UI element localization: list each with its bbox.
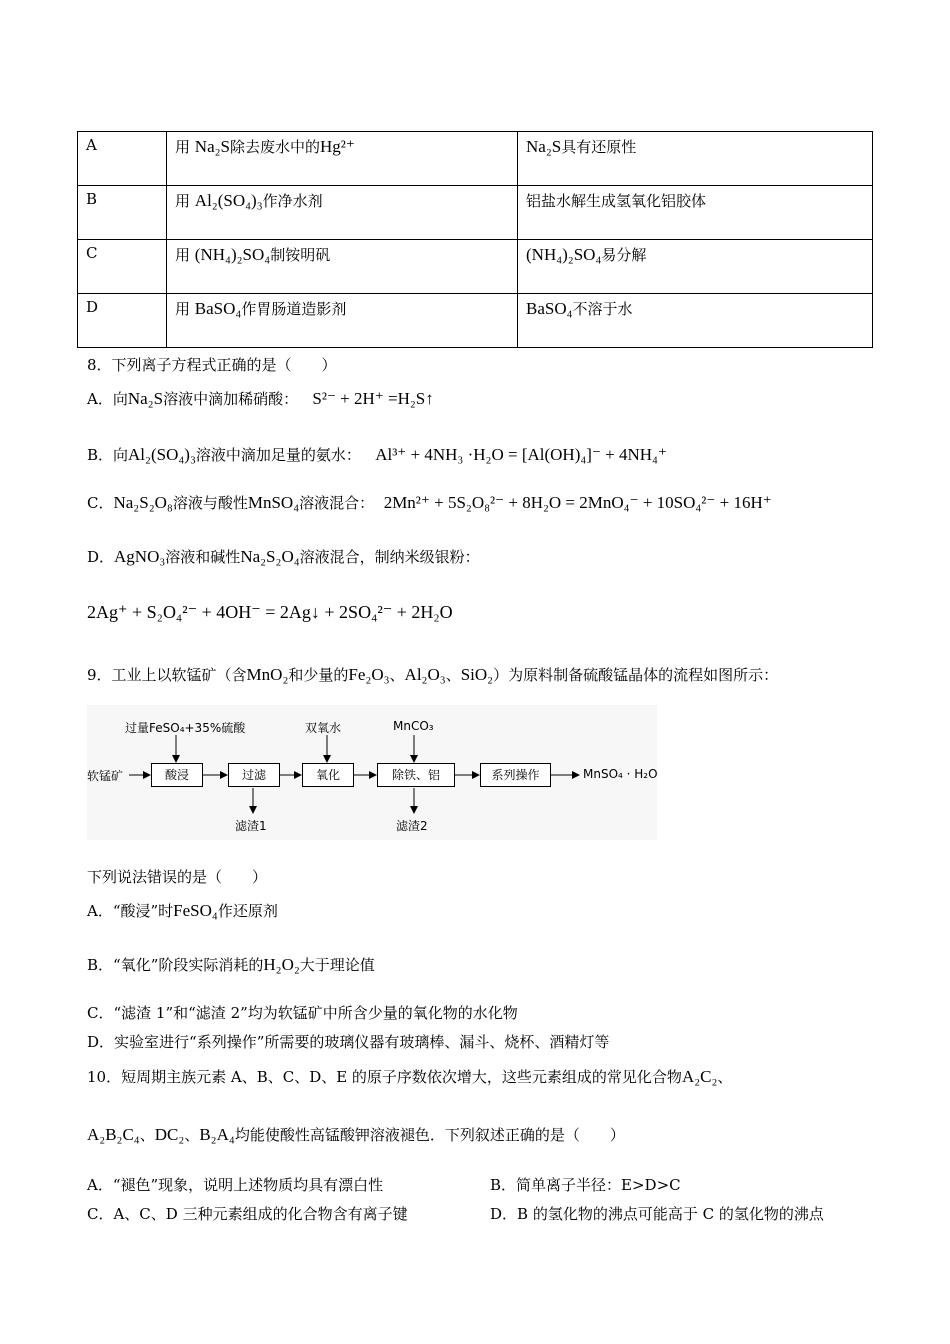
- table-row: [78, 132, 873, 186]
- usage-cell: 用 (NH₄)₂SO₄制铵明矾: [167, 240, 518, 294]
- q10-option-b: B．简单离子半径：E>D>C: [490, 1176, 681, 1194]
- flow-out-2: 滤渣2: [396, 819, 428, 833]
- q9-sub-stem: 下列说法错误的是（ ）: [87, 868, 268, 886]
- q10-stem-line2: A₂B₂C₄、DC₂、B₂A₄均能使酸性高锰酸钾溶液褪色．下列叙述正确的是（ ）: [87, 1125, 625, 1144]
- q8-option-d-equation: 2Ag⁺ + S₂O₄²⁻ + 4OH⁻ = 2Ag↓ + 2SO₄²⁻ + 2H₂O: [87, 602, 453, 622]
- q8-option-d: D．AgNO₃溶液和碱性Na₂S₂O₄溶液混合，制纳米级银粉：: [87, 547, 480, 566]
- flow-start: 软锰矿: [87, 769, 124, 783]
- q8-stem: 8．下列离子方程式正确的是（ ）: [87, 356, 337, 374]
- row-label: B: [78, 186, 167, 240]
- table-row: [78, 240, 873, 294]
- q9-option-c: C．“滤渣 1”和“滤渣 2”均为软锰矿中所含少量的氧化物的水化物: [87, 1004, 518, 1022]
- flow-step-remove-fe-al: 除铁、铝: [377, 763, 455, 787]
- reason-cell: BaSO₄不溶于水: [518, 294, 873, 348]
- reason-cell: 铝盐水解生成氢氧化铝胶体: [518, 186, 873, 240]
- flow-add-3: MnCO₃: [393, 719, 434, 733]
- q10-stem-line1: 10．短周期主族元素 A、B、C、D、E 的原子序数依次增大，这些元素组成的常见化合物A₂C₂、: [87, 1067, 733, 1086]
- flow-step-filter: 过滤: [228, 763, 280, 787]
- row-label: A: [78, 132, 167, 186]
- reason-cell: Na₂S具有还原性: [518, 132, 873, 186]
- usage-cell: 用 Na₂S除去废水中的Hg²⁺: [167, 132, 518, 186]
- reason-cell: (NH₄)₂SO₄易分解: [518, 240, 873, 294]
- table-row: [78, 294, 873, 348]
- q10-option-d: D．B 的氢化物的沸点可能高于 C 的氢化物的沸点: [490, 1205, 824, 1223]
- flow-chart: [87, 705, 657, 840]
- q9-stem: 9．工业上以软锰矿（含MnO₂和少量的Fe₂O₃、Al₂O₃、SiO₂）为原料制备硫酸锰晶体的流程如图所示：: [87, 665, 779, 684]
- flow-add-1: 过量FeSO₄+35%硫酸: [125, 721, 246, 735]
- q9-option-b: B．“氧化”阶段实际消耗的H₂O₂大于理论值: [87, 955, 375, 974]
- row-label: C: [78, 240, 167, 294]
- q8-option-c: C．Na₂S₂O₈溶液与酸性MnSO₄溶液混合： 2Mn²⁺ + 5S₂O₈²⁻ + 8H₂O = 2MnO₄⁻ + 10SO₄²⁻ + 16H⁺: [87, 493, 772, 512]
- q10-option-c: C．A、C、D 三种元素组成的化合物含有离子键: [87, 1205, 408, 1223]
- table-row: [78, 186, 873, 240]
- q9-option-d: D．实验室进行“系列操作”所需要的玻璃仪器有玻璃棒、漏斗、烧杯、酒精灯等: [87, 1033, 610, 1051]
- flow-step-series: 系列操作: [480, 763, 551, 787]
- row-label: D: [78, 294, 167, 348]
- flow-step-oxidize: 氧化: [302, 763, 354, 787]
- options-table: [77, 131, 873, 348]
- flow-add-2: 双氧水: [305, 721, 342, 735]
- q8-option-b: B．向Al₂(SO₄)₃溶液中滴加足量的氨水： Al³⁺ + 4NH₃ ·H₂O = [Al(OH)₄]⁻ + 4NH₄⁺: [87, 445, 667, 464]
- usage-cell: 用 BaSO₄作胃肠道造影剂: [167, 294, 518, 348]
- q9-option-a: A．“酸浸”时FeSO₄作还原剂: [87, 901, 278, 920]
- usage-cell: 用 Al₂(SO₄)₃作净水剂: [167, 186, 518, 240]
- q10-option-a: A．“褪色”现象，说明上述物质均具有漂白性: [87, 1176, 384, 1194]
- q8-option-a: A．向Na₂S溶液中滴加稀硝酸： S²⁻ + 2H⁺ =H₂S↑: [87, 389, 434, 408]
- flow-out-1: 滤渣1: [235, 819, 267, 833]
- flow-step-acid-leach: 酸浸: [151, 763, 203, 787]
- flow-product: MnSO₄ · H₂O: [583, 767, 658, 781]
